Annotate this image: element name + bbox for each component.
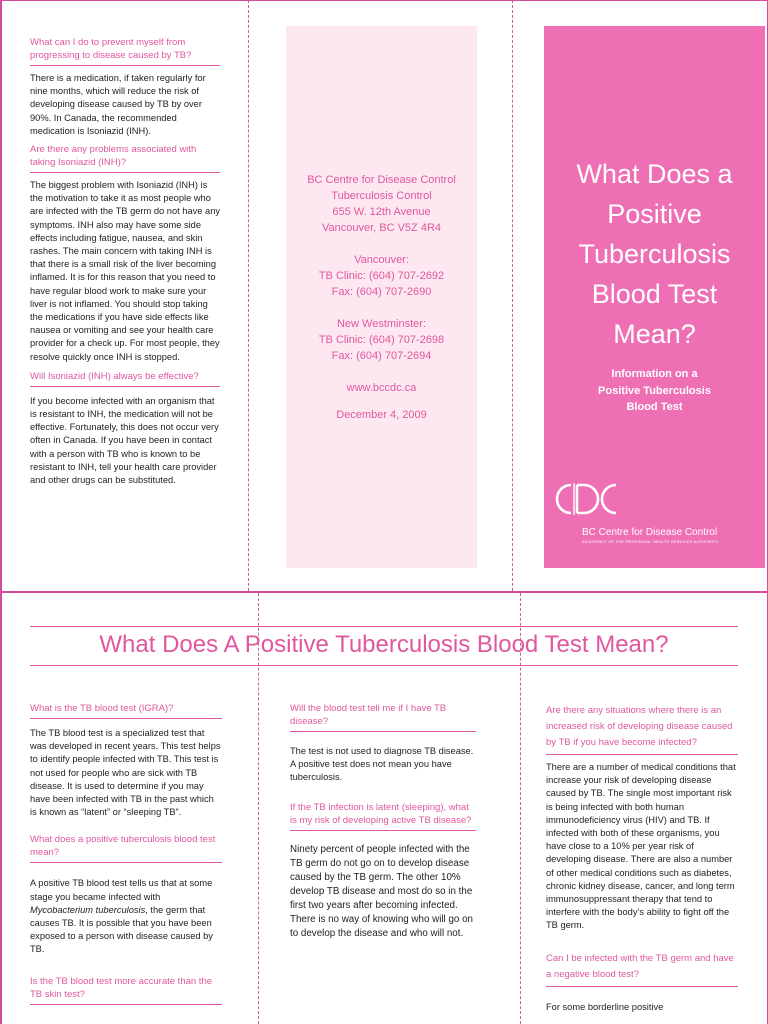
- nw-clinic-phone: TB Clinic: (604) 707-2698: [318, 334, 445, 346]
- fold-guide: [512, 0, 513, 591]
- section-question: Is the TB blood test more accurate than the TB skin test?: [30, 975, 222, 1005]
- section-question: Are there any situations where there is an increased risk of developing disease caused by TB if you have become infected?: [546, 703, 738, 755]
- cover-title-line: Tuberculosis: [578, 239, 731, 269]
- inside-title: What Does A Positive Tuberculosis Blood Test Mean?: [30, 626, 738, 666]
- fold-guide: [248, 0, 249, 591]
- section-answer: There is a medication, if taken regularly for nine months, which will reduce the risk of developing disease caused by TB by over 90%. In Canada, the recommended medication is Isoniazid (INH).: [30, 73, 206, 136]
- cover-panel: [544, 26, 765, 568]
- nw-fax: Fax: (604) 707-2694: [331, 350, 432, 362]
- dept-name: Tuberculosis Control: [331, 190, 432, 202]
- vancouver-label: Vancouver:: [354, 254, 409, 266]
- species-name: Mycobacterium tuberculosis: [30, 904, 146, 915]
- column-1: [30, 702, 222, 1005]
- fold-divider: [0, 591, 768, 593]
- address-box: [286, 26, 477, 568]
- answer-text: A positive TB blood test tells us that at some stage you became infected with: [30, 878, 213, 902]
- cover-subtitle-line: Blood Test: [626, 401, 683, 413]
- logo-tagline: AN AGENCY OF THE PROVINCIAL HEALTH SERVICES AUTHORITY: [582, 539, 719, 544]
- org-name: BC Centre for Disease Control: [307, 174, 456, 186]
- section-answer: If you become infected with an organism that is resistant to INH, the medication will not be effective. Fortunately, this does not occur very often in Canada. If you have been in contact with a person with TB who is known to be resistant to INH, tell your health care provider and other drugs can be substituted.: [30, 395, 219, 486]
- vancouver-fax: Fax: (604) 707-2690: [331, 286, 432, 298]
- logo-org-name: BC Centre for Disease Control: [582, 527, 718, 538]
- cover-title-line: Positive: [607, 199, 702, 229]
- section-question: What does a positive tuberculosis blood test mean?: [30, 833, 222, 863]
- section-question: Can I be infected with the TB germ and have a negative blood test?: [546, 951, 738, 987]
- answer-text: , the germ that causes TB. It is possible that you have been exposed to a person with disease caused by TB.: [30, 904, 213, 955]
- bccdc-logo: [554, 481, 759, 551]
- address-block: [286, 172, 477, 423]
- column-2: [290, 702, 476, 941]
- city-address: Vancouver, BC V5Z 4R4: [321, 222, 442, 234]
- cover-subtitle: [544, 366, 765, 416]
- section-answer: Ninety percent of people infected with the TB germ do not go on to develop disease caused by the TB germ. The other 10% develop TB disease and most do so in the first two years after becoming infected. There is no way of knowing who will go on to develop the disease and who will not.: [290, 843, 473, 939]
- section-answer: The test is not used to diagnose TB disease. A positive test does not mean you have tuberculosis.: [290, 746, 474, 783]
- cdc-logo-icon: [554, 481, 624, 517]
- cover-title: [544, 154, 765, 354]
- section-question: If the TB infection is latent (sleeping), what is my risk of developing active TB disease?: [290, 801, 476, 831]
- page-left-border: [0, 0, 2, 1024]
- section-answer: The biggest problem with Isoniazid (INH) is the motivation to take it as most people who are infected with the TB germ do not have any symptoms. INH also may have some side effects including fatigue, nausea, and skin rashes. The main concern with taking INH is that there is a small risk of the liver becoming inflamed. It is for this reason that you need to have regular blood work to make sure your liver is not inflamed. You should stop taking the medications if you have side effects like nausea or vomiting and see your health care provider for a check up. For most people, they resolve quickly once INH is stopped.: [30, 180, 221, 362]
- page-top-border: [0, 0, 768, 1]
- section-answer: [30, 877, 222, 956]
- cover-title-line: Blood Test: [591, 279, 718, 309]
- section-answer: There are a number of medical conditions that increase your risk of developing disease caused by TB. The single most important risk is being infected with both human immunodeficiency virus (HIV) and TB. If infected with both of these organisms, you have close to a 10% per year risk of developing disease. There are also a number of other medical conditions such as diabetes, chronic kidney disease, cancer, and long term immunosuppressant therapy that tend to interfere with the body’s ability to fight off the TB germ.: [546, 762, 736, 931]
- section-question: What is the TB blood test (IGRA)?: [30, 702, 222, 719]
- nw-label: New Westminster:: [336, 318, 427, 330]
- left-panel: [30, 36, 220, 487]
- street-address: 655 W. 12th Avenue: [332, 206, 431, 218]
- section-question: Will Isoniazid (INH) always be effective?: [30, 370, 220, 387]
- section-question: Will the blood test tell me if I have TB disease?: [290, 702, 476, 732]
- vancouver-clinic-phone: TB Clinic: (604) 707-2692: [318, 270, 445, 282]
- section-answer: The TB blood test is a specialized test that was developed in recent years. This test helps to identify people infected with TB. This test is not used for people who are sick with TB disease. It is used to determine if you may have been infected with TB in the past which is known as “latent” or “sleeping TB”.: [30, 728, 221, 818]
- cover-title-line: Mean?: [613, 319, 696, 349]
- website-link[interactable]: www.bccdc.ca: [346, 382, 417, 394]
- publication-date: December 4, 2009: [336, 409, 427, 421]
- column-3: [546, 703, 738, 1014]
- cover-subtitle-line: Positive Tuberculosis: [598, 384, 711, 397]
- cover-subtitle-line: Information on a: [611, 368, 698, 380]
- cover-title-line: What Does a: [576, 159, 733, 189]
- section-question: Are there any problems associated with taking Isoniazid (INH)?: [30, 143, 220, 173]
- section-answer: For some borderline positive: [546, 1001, 664, 1012]
- section-question: What can I do to prevent myself from progressing to disease caused by TB?: [30, 36, 220, 66]
